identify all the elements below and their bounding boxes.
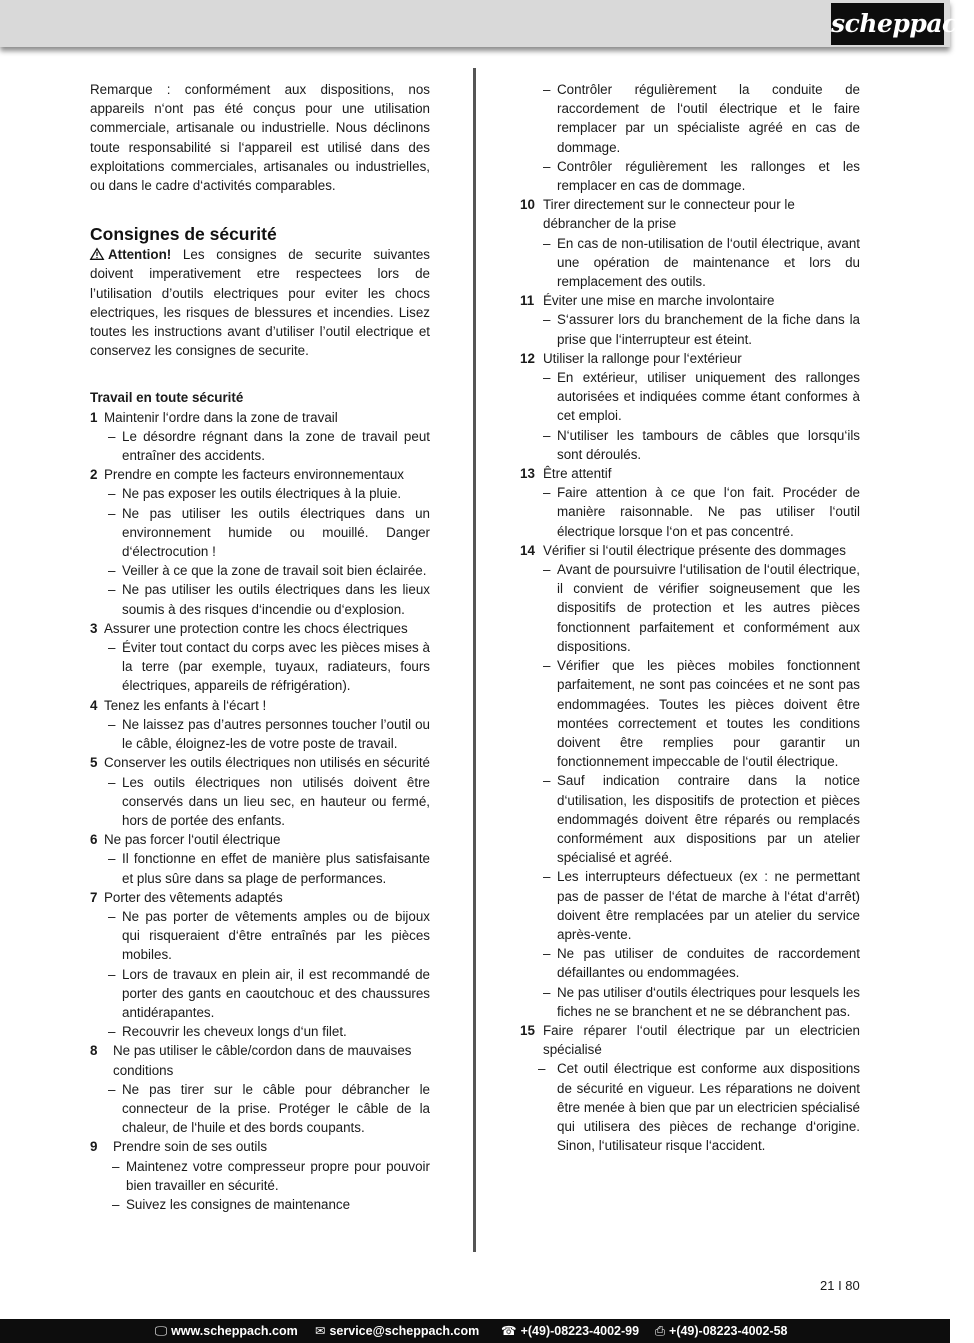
list-subitem: – Les outils électriques non utilisés doivent être conservés dans un lieu sec, en hauteur ou fermé, hors de portée des enfants. bbox=[108, 774, 430, 828]
list-item: 4 Tenez les enfants à l‘écart ! bbox=[90, 697, 267, 713]
list-subitem: – Suivez les consignes de maintenance bbox=[112, 1196, 351, 1212]
list-subitem: – Cet outil électrique est conforme aux dispositions de sécurité en vigueur. Les réparations ne doivent être menée à bien que par un electricien spécialisé qui utilisera des pièces de rechange d‘origine. Sinon, l‘utilisateur risque l‘accident. bbox=[538, 1061, 860, 1154]
list-item: 3 Assurer une protection contre les chocs électriques bbox=[90, 620, 408, 636]
list-item: 15 Faire réparer l‘outil électrique par un electricien spécialisé bbox=[520, 1022, 860, 1058]
list-subitem: – Ne pas utiliser les outils électriques dans les lieux soumis à des risques d‘incendie ou d‘explosion. bbox=[108, 582, 430, 617]
list-subitem: – Veiller à ce que la zone de travail soit bien éclairée. bbox=[108, 563, 427, 579]
list-subitem: – Le désordre régnant dans la zone de travail peut entraîner des accidents. bbox=[108, 428, 430, 464]
list-subitem: – Ne laissez pas d’autres personnes toucher l’outil ou le câble, éloignez-les de votre poste de travail. bbox=[108, 716, 430, 752]
list-item: 14 Vérifier si l‘outil électrique présente des dommages bbox=[520, 542, 846, 558]
list-subitem: – Maintenez votre compresseur propre pour pouvoir bien travailler en sécurité. bbox=[112, 1158, 430, 1193]
list-subitem: – Faire attention à ce que l‘on fait. Procéder de manière raisonnable. Ne pas utiliser l‘outil électrique lorsque l‘on et pas concentré. bbox=[543, 485, 860, 539]
list-subitem: – Recouvrir les cheveux longs d‘un filet. bbox=[108, 1024, 347, 1040]
attention-paragraph bbox=[90, 245, 430, 360]
list-subitem: – Sauf indication contraire dans la notice d‘utilisation, les dispositifs de protection et pièces endommagés doivent être réparés ou remplacés conformément aux dispositions par un atelier spécialisé et agréé. bbox=[543, 773, 860, 866]
list-item: 2 Prendre en compte les facteurs environnementaux bbox=[90, 467, 404, 483]
page-number: 21 I 80 bbox=[820, 1278, 860, 1293]
list-subitem: – Ne pas utiliser d‘outils électriques pour lesquels les fiches ne se branchent et ne se débranchent pas. bbox=[543, 984, 860, 1019]
brand-logo: scheppach bbox=[831, 3, 944, 45]
list-subitem: – Ne pas utiliser les outils électriques dans un environnement humide ou mouillé. Danger d‘électrocution ! bbox=[108, 505, 430, 560]
list-item: 6 Ne pas forcer l‘outil électrique bbox=[90, 832, 281, 848]
left-column bbox=[90, 80, 430, 1214]
safety-heading: Consignes de sécurité bbox=[90, 224, 277, 245]
header-band bbox=[0, 0, 950, 47]
intro-paragraph: Remarque : conformément aux dispositions, nos appareils n‘ont pas été conçus pour une utilisation commerciale, artisanale ou industrielle. Nous déclinons toute responsabilité si l‘appareil est utilisé dans des exploitations commerciales, artisanales ou industrielles, ou dans le cadre d‘activités comparables. bbox=[90, 82, 430, 194]
list-item: 9 Prendre soin de ses outils bbox=[90, 1139, 268, 1155]
warning-icon bbox=[90, 248, 104, 260]
list-subitem: – Ne pas porter de vêtements amples ou de bijoux qui risqueraient d‘être entraînés par les pièces mobiles. bbox=[108, 908, 430, 963]
safe-work-subheading: Travail en toute sécurité bbox=[90, 390, 244, 406]
right-column bbox=[520, 80, 860, 1155]
list-item: 12 Utiliser la rallonge pour l‘extérieur bbox=[520, 350, 742, 366]
list-item: 11 Éviter une mise en marche involontaire bbox=[520, 293, 775, 309]
list-item: 8 Ne pas utiliser le câble/cordon dans de mauvaises conditions bbox=[90, 1043, 412, 1078]
attention-text: Les consignes de securite suivantes doivent imperativement etre respectees lors de l’utilisation d’outils electriques pour eviter les chocs electriques, les risques de blessures et incendies. Lisez toutes les instructions avant d’utiliser l’outil electrique et conservez les consignes de securite. bbox=[90, 247, 430, 359]
footer-email[interactable]: ✉ service@scheppach.com bbox=[315, 1319, 479, 1343]
monitor-icon: 🖵 bbox=[155, 1324, 168, 1338]
mail-icon: ✉ bbox=[315, 1324, 326, 1338]
list-subitem: – Ne pas exposer les outils électriques à la pluie. bbox=[108, 486, 402, 502]
list-subitem: – N‘utiliser les tambours de câbles que lorsqu‘ils sont déroulés. bbox=[543, 427, 860, 462]
list-subitem: – Les interrupteurs défectueux (ex : ne permettant pas de passer de l‘état de marche à l‘état d‘arrêt) doivent être remplacées par un atelier du service après-vente. bbox=[543, 869, 860, 942]
contact-footer bbox=[0, 1319, 950, 1343]
fax-icon: ⎙ bbox=[655, 1324, 666, 1338]
list-subitem: – Vérifier que les pièces mobiles fonctionnent parfaitement, ne sont pas coincées et ne sont pas endommagées. Toutes les pièces doivent être montées correctement et toutes les conditions doivent être remplies pour garantir un fonctionnement impeccable de l‘outil électrique. bbox=[543, 658, 860, 770]
phone-icon: ☎ bbox=[501, 1324, 517, 1338]
footer-fax: ⎙ +(49)-08223-4002-58 bbox=[655, 1319, 788, 1343]
list-subitem: – Ne pas utiliser de conduites de raccordement défaillantes ou endommagées. bbox=[543, 946, 860, 981]
list-subitem: – Éviter tout contact du corps avec les pièces mises à la terre (par exemple, tuyaux, radiateurs, fours électriques, appareils de réfrigération). bbox=[108, 640, 430, 694]
list-item: 13 Être attentif bbox=[520, 466, 612, 482]
list-subitem: – En extérieur, utiliser uniquement des rallonges autorisées et indiquées comme étant conformes à cet emploi. bbox=[543, 370, 860, 424]
list-item: 10 Tirer directement sur le connecteur pour le débrancher de la prise bbox=[520, 197, 795, 232]
column-divider bbox=[473, 68, 476, 1252]
list-subitem: – S‘assurer lors du branchement de la fiche dans la prise que l‘interrupteur est éteint. bbox=[543, 312, 860, 347]
list-subitem: – Contrôler régulièrement la conduite de raccordement de l‘outil électrique et le faire remplacer par un spécialiste agréé en cas de dommage. bbox=[543, 82, 860, 155]
attention-label: Attention! bbox=[108, 247, 172, 263]
list-subitem: – Avant de poursuivre l‘utilisation de l‘outil électrique, il convient de vérifier soigneusement que les dispositifs de protection et les autres pièces fonctionnent parfaitement et conformément aux dispositions. bbox=[543, 562, 860, 654]
footer-website[interactable]: 🖵 www.scheppach.com bbox=[155, 1319, 298, 1343]
list-item: 5 Conserver les outils électriques non utilisés en sécurité bbox=[90, 755, 430, 771]
list-item: 1 Maintenir l‘ordre dans la zone de travail bbox=[90, 409, 338, 425]
list-subitem: – En cas de non-utilisation de l‘outil électrique, avant une opération de maintenance et lors du remplacement des outils. bbox=[543, 235, 860, 290]
list-item: 7 Porter des vêtements adaptés bbox=[90, 889, 283, 905]
list-subitem: – Il fonctionne en effet de manière plus satisfaisante et plus sûre dans sa plage de performances. bbox=[108, 851, 430, 886]
footer-phone: ☎ +(49)-08223-4002-99 bbox=[501, 1319, 639, 1343]
list-subitem: – Contrôler régulièrement les rallonges et les remplacer en cas de dommage. bbox=[543, 158, 860, 194]
list-subitem: – Ne pas tirer sur le câble pour débrancher le connecteur de la prise. Protéger le câble de la chaleur, de l‘huile et des bords coupants. bbox=[108, 1081, 430, 1136]
list-subitem: – Lors de travaux en plein air, il est recommandé de porter des gants en caoutchouc et des chaussures antidérapantes. bbox=[108, 966, 430, 1020]
